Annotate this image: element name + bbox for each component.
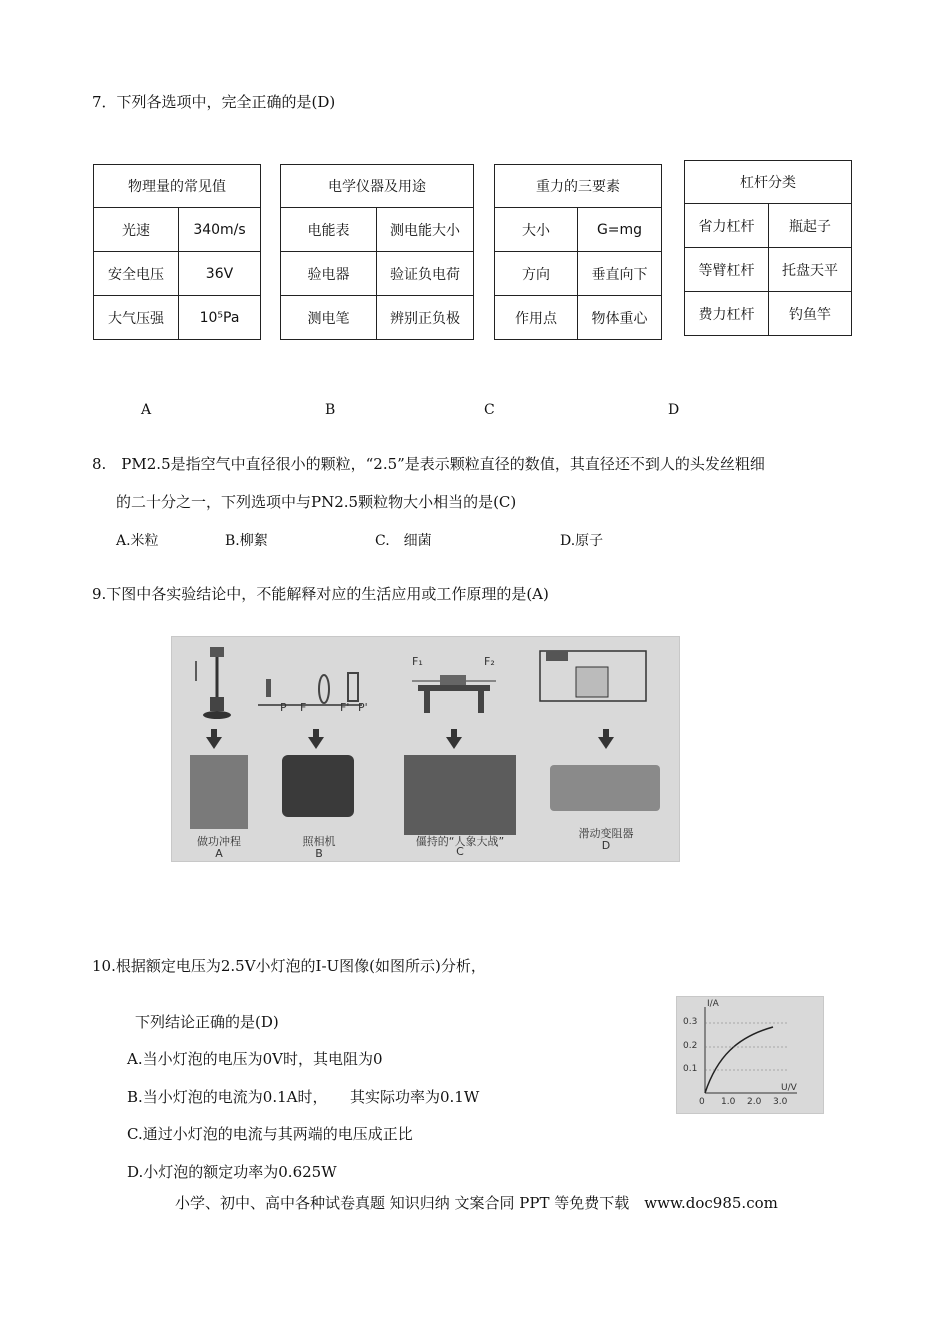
arrow-a [211, 729, 217, 737]
table-cell: 等臂杠杆 [685, 248, 769, 292]
fig-label-f2: F₂ [484, 655, 495, 668]
rheostat-image [550, 765, 660, 811]
table-cell: 方向 [495, 252, 578, 296]
q7-table-d [684, 160, 852, 336]
q10-option-c: C.通过小灯泡的电流与其两端的电压成正比 [127, 1125, 413, 1143]
arrow-down-icon [446, 737, 462, 749]
q9-stem: 9.下图中各实验结论中，不能解释对应的生活应用或工作原理的是(A) [92, 585, 549, 603]
footer-text: 小学、初中、高中各种试卷真题 知识归纳 文案合同 PPT 等免费下载 www.doc985.com [175, 1194, 778, 1212]
table-cell: 大气压强 [94, 296, 179, 340]
table-cell: 光速 [94, 208, 179, 252]
q7-label-d: D [668, 402, 680, 418]
iu-graph [676, 996, 824, 1114]
table-cell: 作用点 [495, 296, 578, 340]
q10-stem: 10.根据额定电压为2.5V小灯泡的I-U图像(如图所示)分析， [92, 957, 486, 975]
table-cell: 瓶起子 [769, 204, 852, 248]
table-cell: 辨别正负极 [377, 296, 474, 340]
table-cell: 10⁵Pa [179, 296, 261, 340]
arrow-d [603, 729, 609, 737]
y-axis-label: I/A [707, 999, 719, 1009]
q10-option-a: A.当小灯泡的电压为0V时，其电阻为0 [127, 1050, 383, 1068]
table-cell: 测电能大小 [377, 208, 474, 252]
q7-table-c [494, 164, 662, 340]
table-cell: 安全电压 [94, 252, 179, 296]
q8-stem-line2: 的二十分之一，下列选项中与PN2.5颗粒物大小相当的是(C) [116, 493, 517, 511]
table-cell: 钓鱼竿 [769, 292, 852, 336]
y-tick: 0.1 [683, 1064, 698, 1074]
q10-option-d: D.小灯泡的额定功率为0.625W [127, 1163, 337, 1181]
table-cell: 大小 [495, 208, 578, 252]
letter-a: A [215, 847, 223, 860]
camera-image [282, 755, 354, 817]
x-axis-label: U/V [781, 1083, 797, 1093]
arrow-down-icon [206, 737, 222, 749]
letter-d: D [601, 839, 611, 852]
table-cell: 340m/s [179, 208, 261, 252]
caption-b: 照相机 [302, 835, 336, 848]
fig-label-f1: F₁ [412, 655, 423, 668]
experiments-illustration [172, 637, 679, 737]
table-header: 物理量的常见值 [94, 165, 261, 208]
x-tick: 1.0 [721, 1097, 736, 1107]
table-cell: 电能表 [281, 208, 377, 252]
table-cell: 费力杠杆 [685, 292, 769, 336]
tug-of-war-photo [404, 755, 516, 835]
x-tick: 3.0 [773, 1097, 788, 1107]
q7-stem: 7．下列各选项中，完全正确的是(D) [92, 93, 336, 111]
q7-table-b [280, 164, 474, 340]
q10-option-b: B.当小灯泡的电流为0.1A时， 其实际功率为0.1W [127, 1088, 480, 1106]
fig-label-p-prime: P' [358, 701, 368, 714]
table-cell: 省力杠杆 [685, 204, 769, 248]
fig-label-p: P [280, 701, 287, 714]
table-cell: 测电笔 [281, 296, 377, 340]
q8-option-a: A.米粒 [116, 533, 159, 549]
letter-c: C [456, 845, 464, 858]
table-cell: 物体重心 [578, 296, 662, 340]
caption-d: 滑动变阻器 [578, 827, 634, 840]
fig-label-f-prime: F' [340, 701, 350, 714]
table-header: 重力的三要素 [495, 165, 662, 208]
q10-sub: 下列结论正确的是(D) [135, 1013, 279, 1031]
q8-option-b: B.柳絮 [225, 533, 268, 549]
table-cell: 验证负电荷 [377, 252, 474, 296]
caption-a: 做功冲程 [197, 835, 241, 848]
table-header: 杠杆分类 [685, 161, 852, 204]
q7-label-a: A [141, 402, 152, 418]
q9-figure [171, 636, 680, 862]
table-cell: 验电器 [281, 252, 377, 296]
letter-b: B [315, 847, 323, 860]
arrow-c [451, 729, 457, 737]
arrow-b [313, 729, 319, 737]
q7-label-c: C [484, 402, 495, 418]
fig-label-f: F [300, 701, 307, 714]
arrow-down-icon [598, 737, 614, 749]
table-cell: G=mg [578, 208, 662, 252]
q8-option-c: C. 细菌 [375, 533, 432, 549]
y-tick: 0.2 [683, 1041, 698, 1051]
x-tick: 0 [699, 1097, 705, 1107]
iu-curve [677, 997, 823, 1113]
table-header: 电学仪器及用途 [281, 165, 474, 208]
table-cell: 36V [179, 252, 261, 296]
caption-c: 僵持的“人象大战” [415, 835, 505, 848]
q8-option-d: D.原子 [560, 533, 604, 549]
x-tick: 2.0 [747, 1097, 762, 1107]
q8-stem-line1: 8. PM2.5是指空气中直径很小的颗粒，“2.5”是表示颗粒直径的数值，其直径还不到人的头发丝粗细 [92, 455, 765, 473]
q7-table-a [93, 164, 261, 340]
y-tick: 0.3 [683, 1017, 698, 1027]
table-cell: 托盘天平 [769, 248, 852, 292]
table-cell: 垂直向下 [578, 252, 662, 296]
q7-label-b: B [325, 402, 336, 418]
engine-stroke-image [190, 755, 248, 829]
arrow-down-icon [308, 737, 324, 749]
